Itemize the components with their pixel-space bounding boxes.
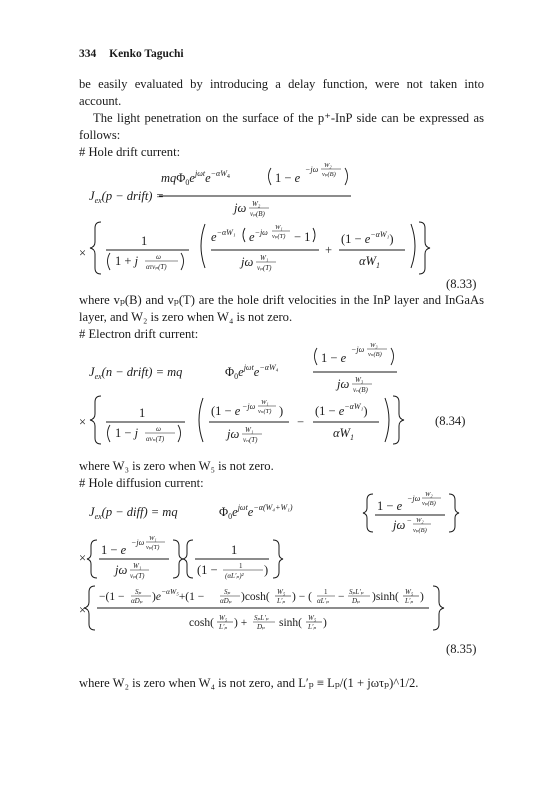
svg-text:cosh(: cosh(: [189, 617, 214, 629]
svg-text:vₚ(B): vₚ(B): [422, 500, 436, 507]
svg-text:−: −: [297, 415, 305, 429]
svg-text:)cosh(: )cosh(: [241, 591, 270, 603]
svg-text:mqΦ0ejωte−αW4: $mq\Phi_0e^{j\omega t}e^{-\alpha W}4$: [161, 169, 230, 187]
svg-text:αDₚ: αDₚ: [131, 597, 143, 605]
svg-text:vₙ(T): vₙ(T): [243, 436, 258, 444]
svg-text:(1 − e−αW₁): $(1 - e^{-\alpha W_1})$: [341, 230, 394, 246]
svg-text:×: ×: [79, 603, 87, 617]
svg-text:W₁: W₁: [260, 254, 269, 262]
svg-text:)e−αW₅+(1 −: )$e^{-\alpha W_5}+(1$ −: [152, 587, 205, 603]
svg-text:+: +: [325, 243, 333, 257]
svg-text:L′ₚ: L′ₚ: [277, 597, 286, 605]
svg-text:): ): [420, 591, 424, 603]
svg-text:1: 1: [141, 234, 148, 248]
svg-text:W₃: W₃: [370, 342, 378, 349]
svg-text:SₚL′ₚ: SₚL′ₚ: [254, 614, 269, 622]
equation-8-35: [79, 490, 483, 660]
svg-text:vₙ(B): vₙ(B): [353, 386, 368, 394]
paragraph-1: be easily evaluated by introducing a delay function, were not taken into account.: [79, 77, 484, 108]
svg-text:− 1: − 1: [294, 230, 311, 244]
hole-drift-heading: # Hole drift current:: [79, 145, 181, 159]
svg-text:L′ₚ: L′ₚ: [219, 623, 228, 631]
svg-text:ω: ω: [156, 425, 161, 433]
running-header: [79, 48, 184, 60]
svg-text:L′ₚ: L′ₚ: [308, 623, 317, 631]
svg-text:αvₙ(T): αvₙ(T): [146, 435, 165, 443]
svg-text:vₙ(T): vₙ(T): [258, 408, 272, 415]
svg-text:Jex(p − drift) =: $J_{ex}(p$ − drift) =: [89, 189, 165, 205]
svg-text:1 − e: 1 − e: [101, 543, 127, 557]
hole-diffusion-heading: # Hole diffusion current:: [79, 476, 204, 490]
svg-text:−jω: −jω: [242, 402, 256, 411]
svg-text:Jex(n − drift) = mq: $J_{ex}(n$ − drift) = mq: [89, 365, 183, 381]
svg-text:W₂: W₂: [252, 200, 261, 208]
svg-text:1 − e: 1 − e: [275, 171, 301, 185]
svg-text:1: 1: [324, 588, 328, 596]
svg-text:W₁: W₁: [149, 535, 157, 542]
svg-text:jω: jω: [227, 427, 240, 441]
svg-text:Φ0ejωte−αW₄: $\Phi_0e^{j\omega t}e^{-\alpha W_4}$: [225, 363, 279, 381]
svg-text:vₚ(T): vₚ(T): [146, 544, 160, 551]
svg-text:(1 − e: (1 − e: [211, 404, 241, 418]
paragraph-5: where W₂ is zero when W₄ is not zero, and L′ₚ ≡ Lₚ/(1 + jωτₚ)^1/2.: [79, 676, 419, 690]
svg-text:): ): [323, 617, 327, 629]
svg-text:vₚ(B): vₚ(B): [413, 527, 427, 534]
svg-text:1: 1: [231, 543, 238, 557]
svg-text:vₚ(T): vₚ(T): [130, 572, 145, 580]
svg-text:ατvₚ(T): ατvₚ(T): [146, 263, 167, 271]
svg-text:1: 1: [139, 406, 146, 420]
svg-text:vₚ(T): vₚ(T): [257, 264, 272, 272]
svg-text:W₅: W₅: [277, 588, 286, 596]
svg-text:Dₚ: Dₚ: [257, 623, 265, 631]
svg-text:sinh(: sinh(: [279, 617, 302, 629]
page-number: 334: [79, 48, 97, 60]
svg-text:W₂: W₂: [425, 491, 433, 498]
svg-text:αL′ₚ: αL′ₚ: [317, 597, 329, 605]
equation-number-8-34: (8.34): [435, 414, 466, 428]
svg-text:e−jω: $e^{-j\omega}$: [249, 228, 268, 244]
svg-text:1 − j: 1 − j: [115, 426, 139, 440]
paragraph-2: The light penetration on the surface of the p⁺-InP side can be expressed as follows:: [79, 111, 484, 142]
svg-text:W₁: W₁: [245, 426, 254, 434]
svg-text:ω: ω: [156, 253, 161, 261]
svg-text:αDₚ: αDₚ: [220, 597, 232, 605]
svg-text:1 − e: 1 − e: [377, 499, 403, 513]
svg-text:Sₚ: Sₚ: [224, 588, 231, 596]
electron-drift-heading: # Electron drift current:: [79, 327, 199, 341]
svg-text:(1 − e−αW₁): $(1 - e^{-\alpha W_1})$: [315, 402, 368, 418]
svg-text:−(1 −: −(1 −: [99, 591, 125, 603]
svg-text:jω: jω: [337, 377, 350, 391]
svg-text:L′ₚ: L′ₚ: [405, 597, 414, 605]
svg-text:×: ×: [79, 246, 87, 260]
svg-text:1 − e: 1 − e: [321, 351, 347, 365]
equation-number-8-33: (8.33): [446, 277, 477, 291]
equation-8-34: [79, 340, 483, 448]
svg-text:αW1: $\alpha W_1$: [359, 254, 380, 270]
svg-text:jω: jω: [393, 518, 406, 532]
svg-text:W₁: W₁: [275, 224, 283, 231]
svg-text:vₙ(B): vₙ(B): [368, 351, 382, 358]
svg-text:−jω: −jω: [131, 538, 145, 547]
svg-text:): ): [264, 563, 269, 577]
svg-text:−jω: −jω: [305, 165, 319, 174]
svg-text:vₚ(B): vₚ(B): [250, 210, 265, 218]
svg-text:−jω: −jω: [351, 345, 365, 354]
svg-text:1: 1: [239, 562, 243, 570]
svg-text:W₂: W₂: [324, 162, 332, 169]
svg-text:W₅: W₅: [405, 588, 414, 596]
svg-text:e−αW₁: $e^{-\alpha W_1}$: [211, 228, 236, 244]
paragraph-3: where vₚ(B) and vₚ(T) are the hole drift velocities in the InP layer and InGaAs layer, and W₂ is zero when W₄ is not zero.: [79, 293, 484, 324]
svg-text:) +: ) +: [234, 617, 248, 629]
running-author: Kenko Taguchi: [109, 48, 184, 60]
svg-text:(αL′ₚ)²: (αL′ₚ)²: [225, 572, 244, 580]
svg-text:−: −: [407, 516, 412, 525]
svg-text:Jex(p − diff) = mq: $J_{ex}(p$ − diff) = mq: [89, 505, 178, 521]
svg-text:W₅: W₅: [308, 614, 317, 622]
svg-text:Sₚ: Sₚ: [135, 588, 142, 596]
svg-text:W₃: W₃: [355, 376, 364, 384]
svg-text:αW1: $\alpha W_1$: [333, 426, 354, 442]
svg-text:W₁: W₁: [261, 399, 269, 406]
svg-text:×: ×: [79, 551, 87, 565]
svg-text:jω: jω: [115, 563, 128, 577]
svg-text:) − (: ) − (: [292, 591, 312, 603]
svg-text:1 + j: 1 + j: [115, 254, 139, 268]
equation-8-33: [79, 160, 483, 291]
svg-text:jω: jω: [234, 201, 247, 215]
svg-text:SₚL′ₚ: SₚL′ₚ: [349, 588, 364, 596]
svg-text:W₅: W₅: [219, 614, 228, 622]
svg-text:×: ×: [79, 415, 87, 429]
svg-text:Dₚ: Dₚ: [352, 597, 360, 605]
svg-text:vₚ(B): vₚ(B): [322, 171, 336, 178]
svg-text:)sinh(: )sinh(: [372, 591, 399, 603]
paragraph-4: where W₃ is zero when W₅ is not zero.: [79, 459, 274, 473]
svg-text:−: −: [338, 591, 345, 603]
svg-text:W₁: W₁: [133, 562, 142, 570]
svg-text:vₚ(T): vₚ(T): [272, 233, 286, 240]
svg-text:(1 −: (1 −: [197, 563, 218, 577]
svg-text:jω: jω: [241, 255, 254, 269]
equation-number-8-35: (8.35): [446, 642, 477, 656]
svg-text:): ): [279, 404, 284, 418]
svg-text:W₂: W₂: [416, 517, 424, 524]
svg-text:−jω: −jω: [407, 494, 421, 503]
svg-text:Φ0ejωte−α(W₄+W₁): $\Phi_0e^{j\omega t}e^{-\alpha(W_4+W_1)}$: [219, 503, 293, 521]
